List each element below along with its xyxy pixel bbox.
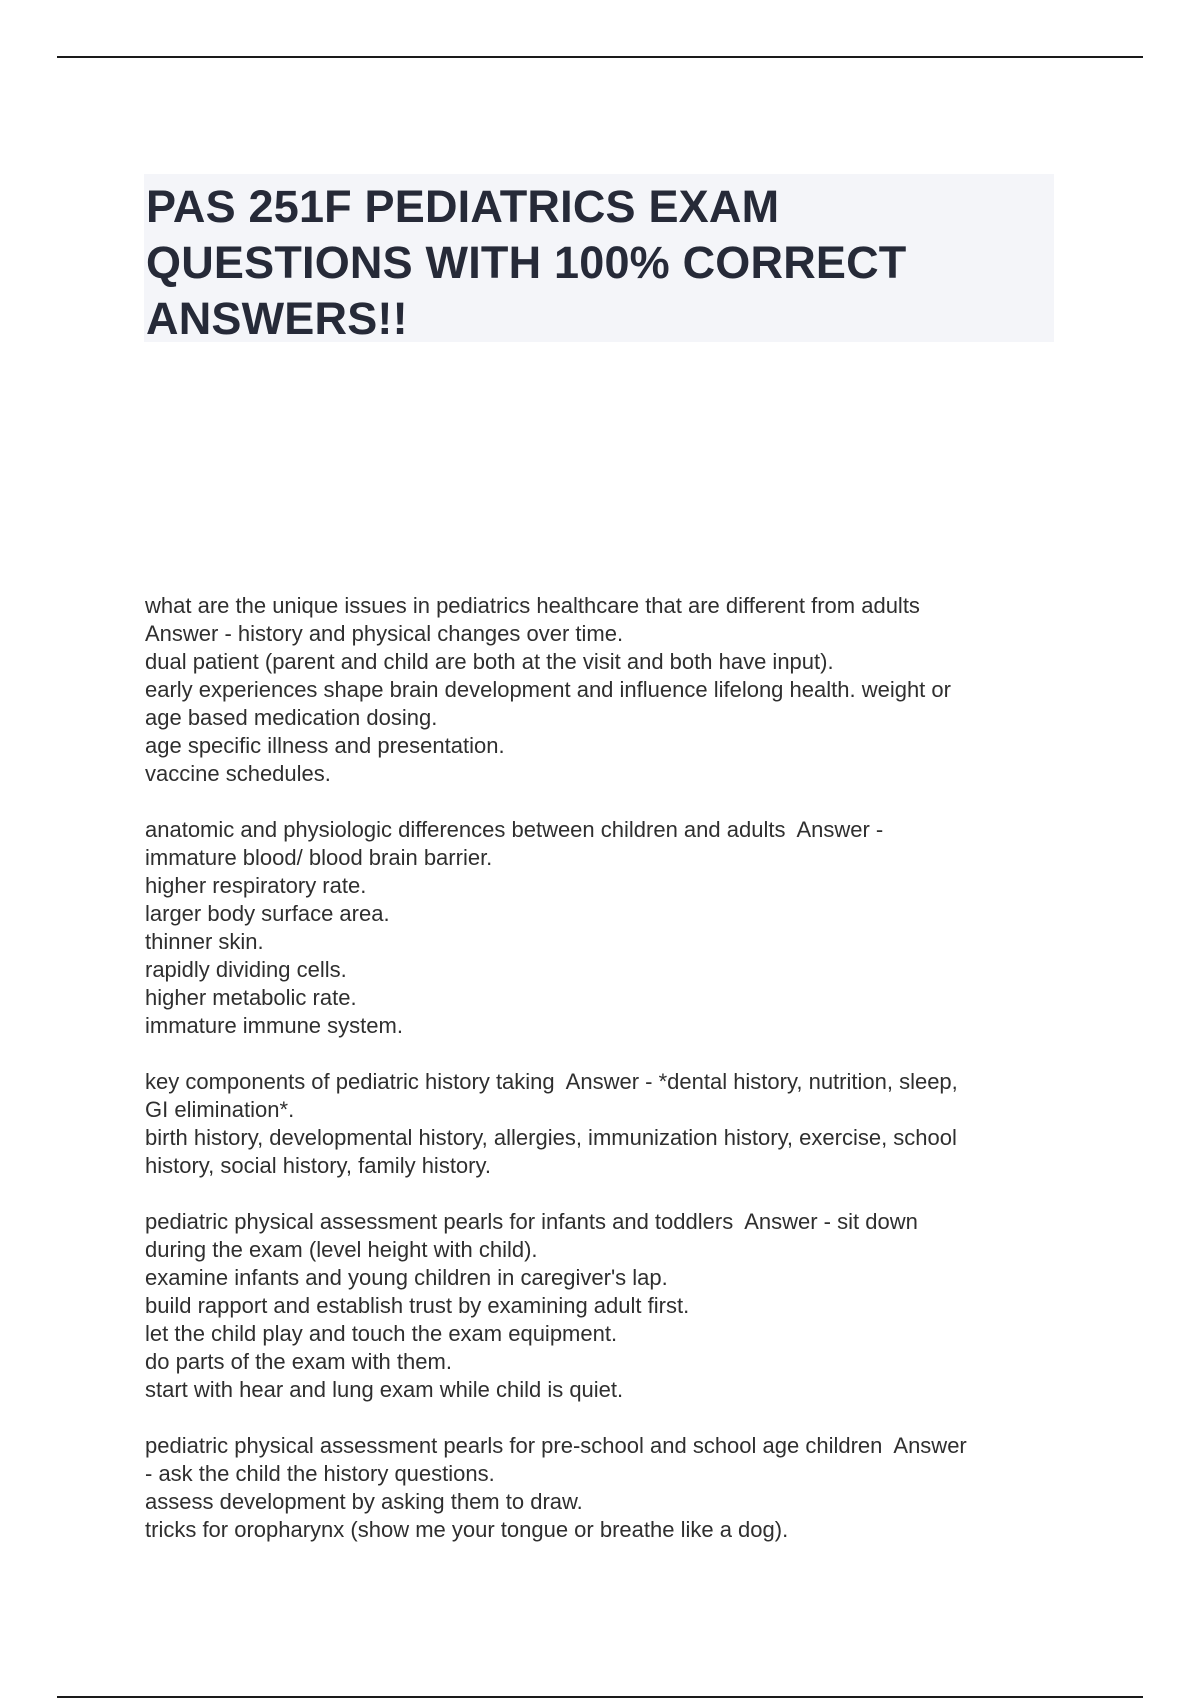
text-line: GI elimination*. xyxy=(145,1097,295,1122)
qa-block xyxy=(145,1208,1065,1404)
text-line: vaccine schedules. xyxy=(145,761,331,786)
text-line: immature immune system. xyxy=(145,1013,403,1038)
text-line: age specific illness and presentation. xyxy=(145,733,505,758)
text-line: dual patient (parent and child are both at the visit and both have input). xyxy=(145,649,834,674)
text-line: start with hear and lung exam while child is quiet. xyxy=(145,1377,624,1402)
qa-block xyxy=(145,816,1065,1040)
text-line: build rapport and establish trust by examining adult first. xyxy=(145,1293,690,1318)
text-line: - ask the child the history questions. xyxy=(145,1461,495,1486)
text-line: do parts of the exam with them. xyxy=(145,1349,452,1374)
text-line: birth history, developmental history, allergies, immunization history, exercise, school xyxy=(145,1125,957,1150)
title-block xyxy=(144,174,1054,342)
text-line: let the child play and touch the exam equipment. xyxy=(145,1321,618,1346)
qa-block xyxy=(145,1432,1065,1544)
text-line: thinner skin. xyxy=(145,929,264,954)
text-line: during the exam (level height with child). xyxy=(145,1237,538,1262)
document-title: PAS 251F PEDIATRICS EXAM QUESTIONS WITH 100% CORRECT ANSWERS!! xyxy=(146,181,907,344)
text-line: what are the unique issues in pediatrics healthcare that are different from adults xyxy=(145,593,920,618)
bottom-rule xyxy=(57,1696,1143,1698)
text-line: assess development by asking them to draw. xyxy=(145,1489,583,1514)
text-line: higher respiratory rate. xyxy=(145,873,367,898)
text-line: early experiences shape brain development and influence lifelong health. weight or xyxy=(145,677,951,702)
text-line: anatomic and physiologic differences between children and adults Answer - xyxy=(145,817,884,842)
document-body xyxy=(145,592,1065,1572)
text-line: rapidly dividing cells. xyxy=(145,957,347,982)
qa-block xyxy=(145,592,1065,788)
text-line: history, social history, family history. xyxy=(145,1153,491,1178)
text-line: pediatric physical assessment pearls for pre-school and school age children Answer xyxy=(145,1433,967,1458)
text-line: tricks for oropharynx (show me your tongue or breathe like a dog). xyxy=(145,1517,789,1542)
text-line: larger body surface area. xyxy=(145,901,390,926)
text-line: age based medication dosing. xyxy=(145,705,438,730)
text-line: Answer - history and physical changes over time. xyxy=(145,621,624,646)
text-line: higher metabolic rate. xyxy=(145,985,357,1010)
text-line: pediatric physical assessment pearls for infants and toddlers Answer - sit down xyxy=(145,1209,918,1234)
top-rule xyxy=(57,56,1143,58)
text-line: examine infants and young children in caregiver's lap. xyxy=(145,1265,668,1290)
qa-block xyxy=(145,1068,1065,1180)
text-line: key components of pediatric history taking Answer - *dental history, nutrition, sleep, xyxy=(145,1069,958,1094)
text-line: immature blood/ blood brain barrier. xyxy=(145,845,493,870)
